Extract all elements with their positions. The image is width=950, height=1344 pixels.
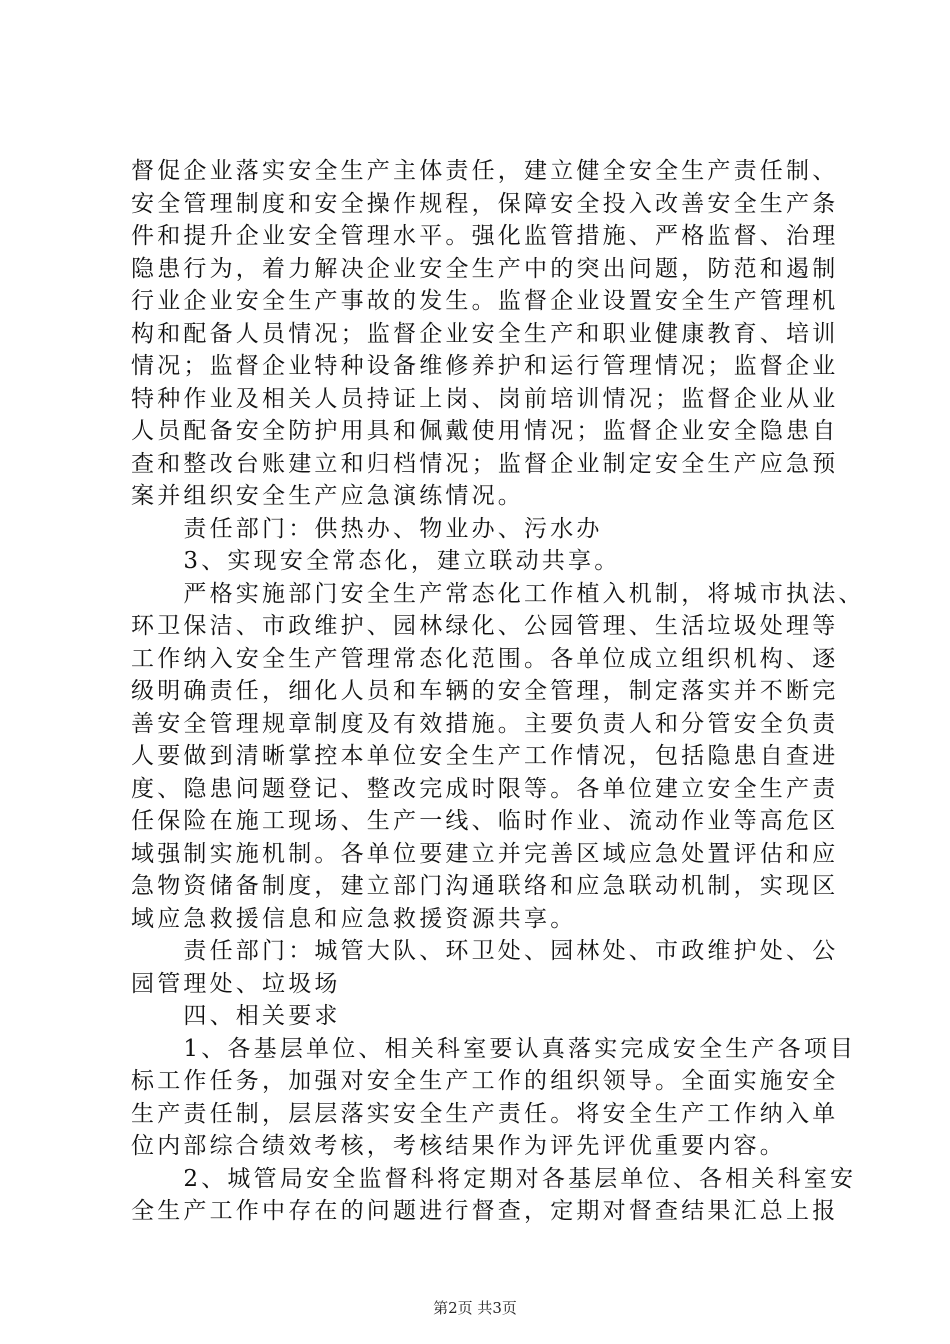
text-line: 人员配备安全防护用具和佩戴使用情况；监督企业安全隐患自 <box>131 418 839 444</box>
text-line: 案并组织安全生产应急演练情况。 <box>131 483 524 509</box>
page-footer: 第2页 共3页 <box>433 1299 517 1317</box>
document-body <box>131 155 865 1228</box>
text-line: 生产责任制，层层落实安全生产责任。将安全生产工作纳入单 <box>131 1100 839 1127</box>
text-line: 全生产工作中存在的问题进行督查，定期对督查结果汇总上报 <box>131 1198 839 1224</box>
text-line: 域应急救援信息和应急救援资源共享。 <box>131 905 577 932</box>
text-line: 特种作业及相关人员持证上岗、岗前培训情况；监督企业从业 <box>131 385 839 412</box>
text-line: 情况；监督企业特种设备维修养护和运行管理情况；监督企业 <box>131 353 839 379</box>
text-line: 2、城管局安全监督科将定期对各基层单位、各相关科室安 <box>131 1165 857 1192</box>
text-line: 位内部综合绩效考核，考核结果作为评先评优重要内容。 <box>131 1133 786 1159</box>
text-line: 园管理处、垃圾场 <box>131 970 341 997</box>
text-line: 域强制实施机制。各单位要建立并完善区域应急处置评估和应 <box>131 840 839 867</box>
text-line: 构和配备人员情况；监督企业安全生产和职业健康教育、培训 <box>131 320 839 347</box>
text-line: 件和提升企业安全管理水平。强化监管措施、严格监督、治理 <box>131 223 839 249</box>
text-line: 善安全管理规章制度及有效措施。主要负责人和分管安全负责 <box>131 710 839 737</box>
text-line: 环卫保洁、市政维护、园林绿化、公园管理、生活垃圾处理等 <box>131 613 839 639</box>
text-line: 急物资储备制度，建立部门沟通联络和应急联动机制，实现区 <box>131 873 839 899</box>
text-line: 四、相关要求 <box>131 1003 341 1029</box>
text-line: 度、隐患问题登记、整改完成时限等。各单位建立安全生产责 <box>131 775 839 802</box>
text-line: 责任部门：供热办、物业办、污水办 <box>131 515 603 542</box>
text-line: 级明确责任，细化人员和车辆的安全管理，制定落实并不断完 <box>131 678 839 704</box>
text-line: 1、各基层单位、相关科室要认真落实完成安全生产各项目 <box>131 1035 857 1062</box>
text-line: 3、实现安全常态化，建立联动共享。 <box>131 548 621 574</box>
text-line: 责任部门：城管大队、环卫处、园林处、市政维护处、公 <box>131 938 839 964</box>
text-line: 督促企业落实安全生产主体责任，建立健全安全生产责任制、 <box>131 158 839 184</box>
text-line: 隐患行为，着力解决企业安全生产中的突出问题，防范和遏制 <box>131 255 839 282</box>
text-line: 严格实施部门安全生产常态化工作植入机制，将城市执法、 <box>131 580 865 607</box>
text-line: 人要做到清晰掌控本单位安全生产工作情况，包括隐患自查进 <box>131 743 839 769</box>
text-line: 安全管理制度和安全操作规程，保障安全投入改善安全生产条 <box>131 190 839 217</box>
text-line: 工作纳入安全生产管理常态化范围。各单位成立组织机构、逐 <box>131 645 839 672</box>
text-line: 行业企业安全生产事故的发生。监督企业设置安全生产管理机 <box>131 288 839 314</box>
text-line: 标工作任务，加强对安全生产工作的组织领导。全面实施安全 <box>131 1068 839 1094</box>
text-line: 查和整改台账建立和归档情况；监督企业制定安全生产应急预 <box>131 450 839 477</box>
text-line: 任保险在施工现场、生产一线、临时作业、流动作业等高危区 <box>131 808 839 834</box>
